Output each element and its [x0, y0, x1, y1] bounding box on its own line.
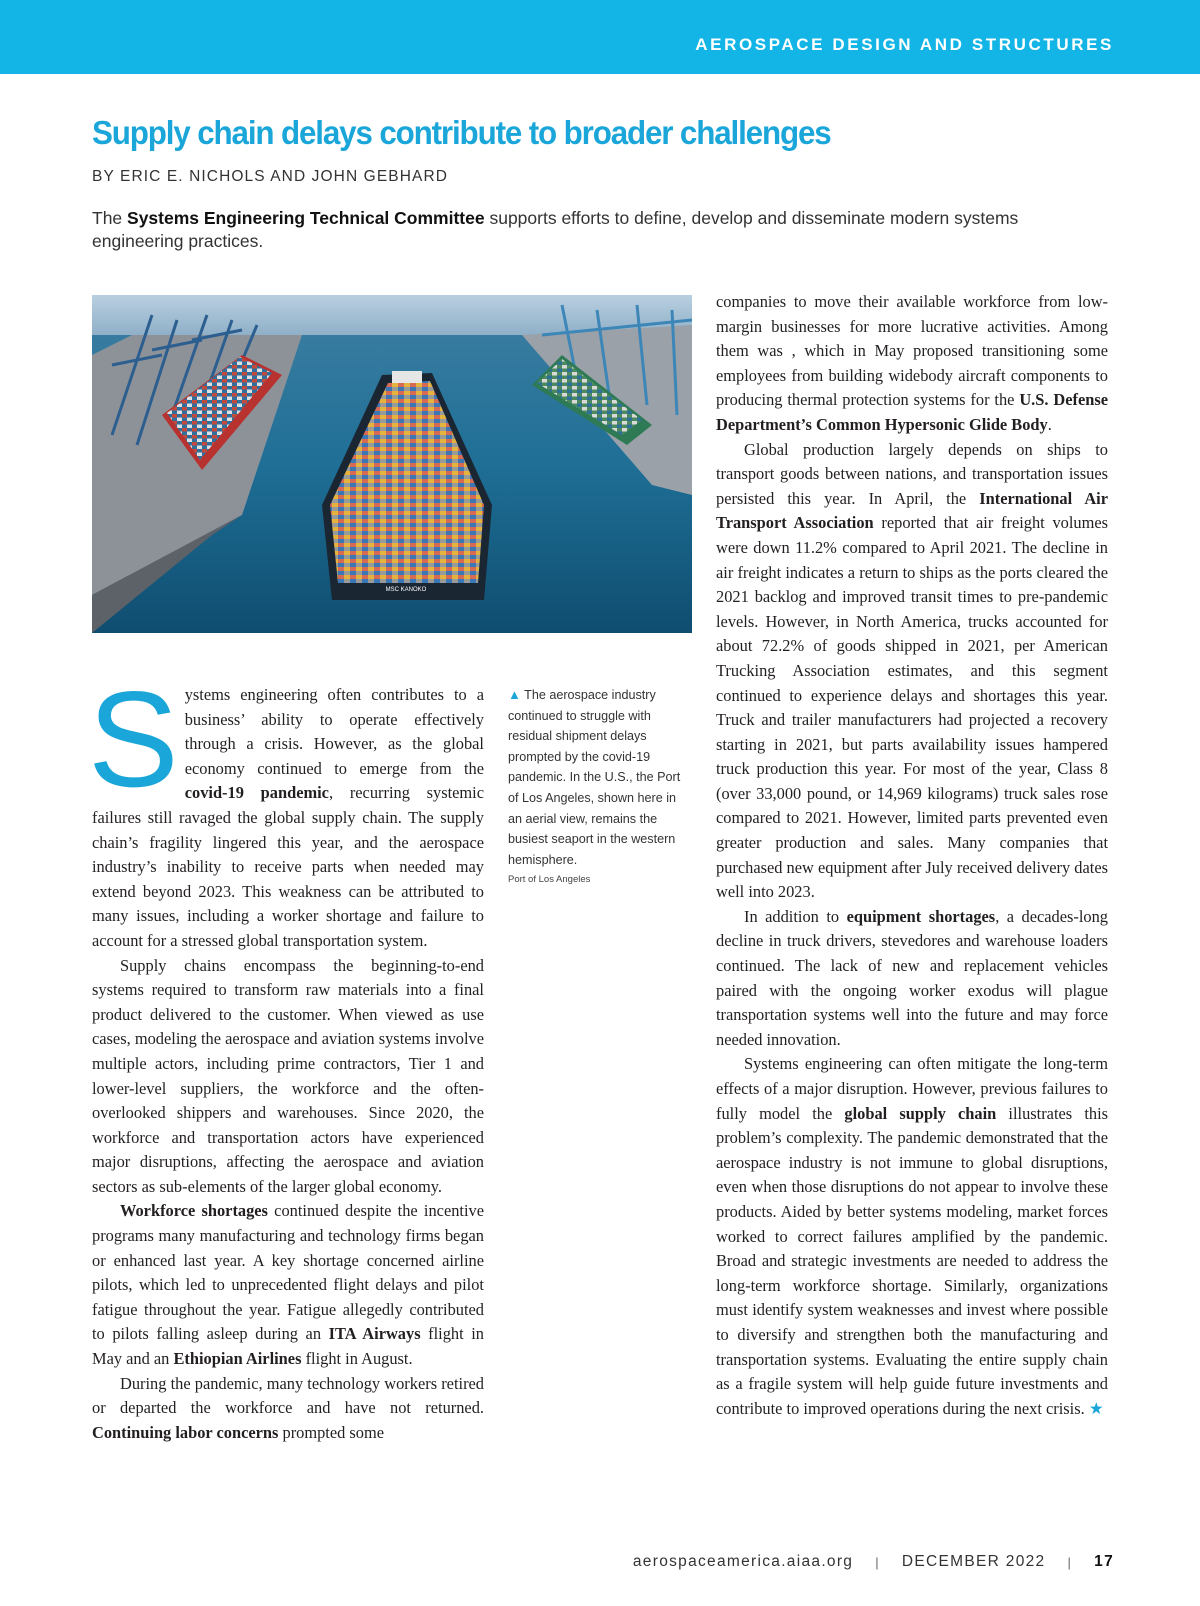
- body-paragraph-5: Global production largely depends on ships to transport goods between nations, and transportation issues persisted this year. In April, the International Air Transport Association reported that air freight volumes were down 11.2% compared to April 2021. The decline in air freight indicates a return to ships as the ports cleared the 2021 backlog and improved transit times to pre-pandemic levels. However, in North America, trucks accounted for about 72.2% of goods shipped in 2021, per American Trucking Association estimates, and this segment continued to experience delays and shortages this year. Truck and trailer manufacturers had projected a recovery starting in 2021, but parts availability issues hampered truck production this year. For most of the year, Class 8 (over 33,000 pound, or 14,969 kilograms) truck sales rose compared to 2021. However, limited parts prevented even greater production and sales. Many companies that purchased new equipment after July received delivery dates well into 2023.: [716, 439, 1108, 902]
- photo-caption: [508, 685, 693, 870]
- body-paragraph-3: Workforce shortages continued despite the incentive programs many manufacturing and technology firms began or enhanced last year. A key shortage concerned airline pilots, which led to unprecedented flight delays and pilot fatigue throughout the year. Fatigue allegedly contributed to pilots falling asleep during an ITA Airways flight in May and an Ethiopian Airlines flight in August.: [92, 1201, 484, 1369]
- end-mark-star-icon: ★: [1088, 1398, 1104, 1418]
- body-paragraph-1: Systems engineering often contributes to a business’ ability to operate effectively through a crisis. However, as the global economy continued to emerge from the covid-19 pandemic, recurring systemic failures still ravaged the global supply chain. The supply chain’s fragility lingered this year, and the aerospace industry’s inability to receive parts when needed may extend beyond 2023. This weakness can be attributed to many issues, including a worker shortage and failure to account for a stressed global transportation system.: [88, 663, 484, 950]
- drop-cap: S: [88, 663, 179, 815]
- body-column-right: [716, 290, 1108, 1421]
- footer-divider: |: [1067, 1554, 1073, 1570]
- body-paragraph-2: Supply chains encompass the beginning-to-end systems required to transform raw materials into a final product delivered to the customer. When viewed as use cases, modeling the aerospace and aviation systems involve multiple actors, including prime contractors, Tier 1 and lower-level suppliers, the workforce and the often-overlooked shippers and warehouses. Since 2020, the workforce and transportation actors have experienced major disruptions, affecting the aerospace and aviation sectors as sub-elements of the larger global economy.: [92, 955, 484, 1196]
- caption-text: The aerospace industry continued to struggle with residual shipment delays prompted by the covid-19 pandemic. In the U.S., the Port of Los Angeles, shown here in an aerial view, remains the busiest seaport in the western hemisphere.: [508, 688, 681, 867]
- byline: BY ERIC E. NICHOLS AND JOHN GEBHARD: [92, 168, 449, 185]
- section-header-bar: [0, 0, 1200, 74]
- footer-issue: DECEMBER 2022: [901, 1553, 1046, 1570]
- port-aerial-photo: [92, 295, 692, 633]
- ship-name-text: MSC KANOKO: [385, 587, 427, 593]
- article-title: Supply chain delays contribute to broader challenges: [92, 114, 831, 151]
- body-paragraph-7: Systems engineering can often mitigate the long-term effects of a major disruption. However, previous failures to fully model the global supply chain illustrates this problem’s complexity. The pandemic demonstrated that the aerospace industry is not immune to global disruptions, even when those disruptions do not appear to involve these products. Aided by better systems modeling, market forces worked to correct failures amplified by the pandemic. Broad and strategic investments are needed to address the long-term workforce shortage. Similarly, organizations must identify system weaknesses and invest where possible to diversify and strengthen both the manufacturing and transportation systems. Evaluating the entire supply chain as a fragile system will help guide future investments and contribute to improved operations during the next crisis. ★: [716, 1054, 1108, 1418]
- body-column-left: [88, 663, 484, 1445]
- article-deck: The Systems Engineering Technical Committee supports efforts to define, develop and disseminate modern systems engineering practices.: [92, 208, 1019, 251]
- page-footer: [633, 1553, 1114, 1571]
- committee-name: Systems Engineering Technical Committee: [127, 208, 485, 228]
- body-paragraph-4-cont: companies to move their available workforce from low-margin businesses for more lucrative activities. Among them was , which in May proposed transitioning some employees from building widebody aircraft components to producing thermal protection systems for the U.S. Defense Department’s Common Hypersonic Glide Body.: [716, 292, 1108, 434]
- body-paragraph-4-start: During the pandemic, many technology workers retired or departed the workforce and have not returned. Continuing labor concerns prompted some: [92, 1373, 484, 1442]
- photo-credit: Port of Los Angeles: [508, 874, 591, 885]
- section-label: AEROSPACE DESIGN AND STRUCTURES: [695, 35, 1114, 54]
- footer-divider: |: [875, 1554, 880, 1570]
- footer-site: aerospaceamerica.aiaa.org: [632, 1553, 854, 1570]
- body-paragraph-6: In addition to equipment shortages, a decades-long decline in truck drivers, stevedores and warehouse loaders continued. The lack of new and replacement vehicles paired with the ongoing worker exodus will plague transportation systems well into the future and may force needed innovation.: [716, 906, 1108, 1049]
- page-number: 17: [1094, 1553, 1114, 1570]
- caption-triangle-icon: ▲: [508, 687, 521, 702]
